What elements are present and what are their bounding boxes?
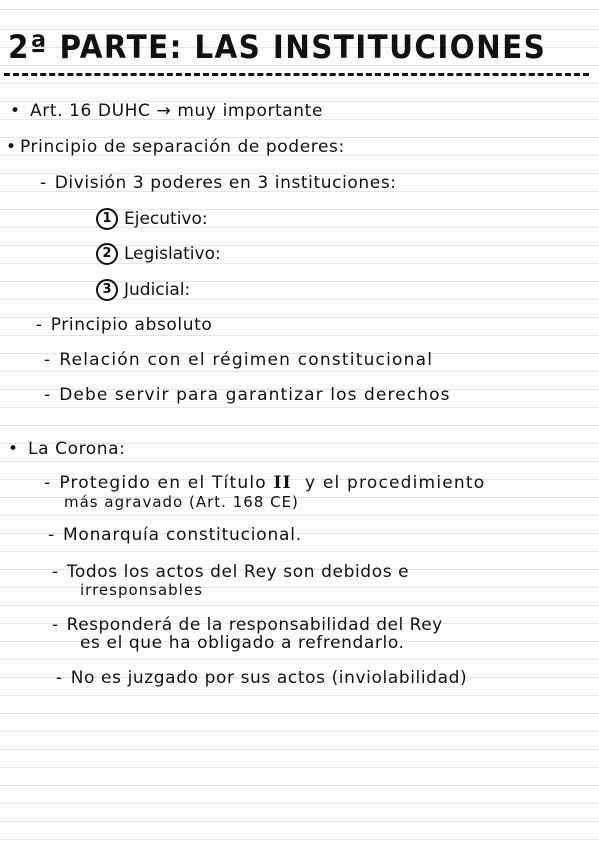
note-todos-cont: irresponsables	[80, 581, 203, 599]
note-responde	[52, 616, 443, 634]
note-ejecutivo-text: Ejecutivo:	[124, 209, 208, 229]
note-division-text: División 3 poderes en 3 instituciones:	[54, 173, 397, 193]
circled-number-1: 1	[96, 208, 118, 230]
note-principio-absoluto	[36, 316, 212, 334]
dash-marker: -	[44, 350, 52, 370]
note-relacion	[44, 351, 433, 369]
note-responde-text: Responderá de la responsabilidad del Rey	[66, 615, 443, 635]
note-judicial-text: Judicial:	[124, 280, 191, 300]
note-relacion-text: Relación con el régimen constitucional	[59, 350, 434, 370]
note-debe-text: Debe servir para garantizar los derechos	[59, 385, 451, 405]
note-principio-absoluto-text: Principio absoluto	[50, 315, 213, 335]
circled-number-2: 2	[96, 243, 118, 265]
note-todos-text: Todos los actos del Rey son debidos e	[66, 562, 410, 582]
note-debe	[44, 386, 451, 404]
note-todos	[52, 563, 409, 581]
dash-marker: -	[56, 668, 63, 688]
note-art16: Art. 16 DUHC → muy importante	[30, 101, 324, 121]
dash-marker: -	[52, 615, 59, 635]
note-monarquia	[48, 526, 302, 544]
dash-marker: -	[48, 525, 55, 545]
page-title: 2ª PARTE: LAS INSTITUCIONES	[8, 28, 547, 66]
roman-numeral: II	[273, 473, 292, 493]
note-principio-separacion: Principio de separación de poderes:	[20, 137, 345, 157]
note-responde-cont: es el que ha obligado a refrendarlo.	[80, 633, 405, 653]
dash-marker: -	[40, 173, 47, 193]
title-dashed-rule	[4, 73, 589, 76]
note-protegido	[44, 474, 485, 492]
note-protegido-text-b: y el procedimiento	[304, 473, 486, 493]
bullet-dot: •	[8, 439, 19, 459]
dash-marker: -	[44, 473, 52, 493]
note-protegido-text-a: Protegido en el Título	[59, 473, 267, 493]
note-juzgado	[56, 669, 467, 687]
dash-marker: -	[36, 315, 43, 335]
note-protegido-cont: más agravado (Art. 168 CE)	[64, 493, 299, 511]
note-juzgado-text: No es juzgado por sus actos (inviolabilidad)	[70, 668, 468, 688]
note-legislativo-text: Legislativo:	[124, 244, 221, 264]
note-ejecutivo	[96, 208, 208, 230]
dash-marker: -	[52, 562, 59, 582]
note-judicial	[96, 279, 190, 301]
note-monarquia-text: Monarquía constitucional.	[62, 525, 302, 545]
note-legislativo	[96, 243, 221, 265]
circled-number-3: 3	[96, 279, 118, 301]
bullet-dot: •	[10, 101, 21, 121]
dash-marker: -	[44, 385, 52, 405]
bullet-dot: •	[6, 137, 17, 157]
note-corona: La Corona:	[28, 439, 126, 459]
note-division	[40, 174, 397, 192]
